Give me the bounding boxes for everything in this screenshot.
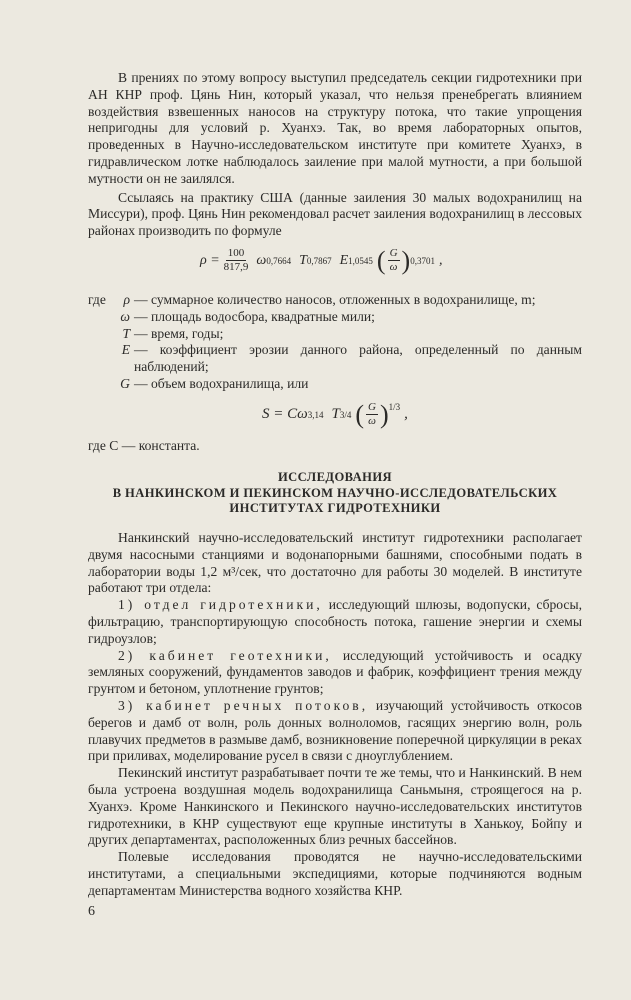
heading-line-1: ИССЛЕДОВАНИЯ	[277, 470, 393, 484]
definition-symbol: T	[122, 325, 130, 341]
definition-item	[88, 342, 582, 376]
body-paragraph-3: Полевые исследования проводятся не научно-исследовательскими институтами, а специальными экспедициями, которые подчиняются водным департаментам Министерства водного хозяйства КНР.	[88, 849, 582, 898]
intro-paragraph-1: В прениях по этому вопросу выступил председатель секции гидротехники при АН КНР проф. Цянь Нин, который указал, что нельзя пренебрегать влиянием воздействия взвешенных наносов на структуру потока, что такие упрощения непригодны для условий р. Хуанхэ. Так, во время лабораторных опытов, проведенных в Научно-исследовательском институте при комитете Хуанхэ, в гидравлическом лотке наблюдалось заиление при малой мутности, а при большой мутности он не заилялся.	[88, 70, 582, 186]
formula2-lhs: S = Cω	[262, 406, 308, 422]
definition-item	[88, 376, 582, 393]
definition-item	[88, 309, 582, 326]
heading-line-3: ИНСТИТУТАХ ГИДРОТЕХНИКИ	[229, 501, 441, 515]
list-item-1-label: 1) отдел гидротехники,	[118, 597, 323, 613]
list-item-3-text: изучающий устойчивость откосов берегов и дамб от волн, роль донных волноломов, гасящих энергию волн, роль плавучих предметов в размыве дамб, возникновение поперечной циркуляции в реках при приливах, моделирование русел в связи с дноуглублением.	[88, 697, 582, 764]
definition-text: — коэффициент эрозии данного района, определенный по данным наблюдений;	[134, 342, 582, 375]
intro-section	[88, 70, 582, 240]
formula1-E: E	[339, 252, 349, 268]
formula2-tail: ,	[404, 406, 408, 422]
formula2-inner-fraction	[366, 402, 378, 427]
formula2-inner-den: ω	[368, 415, 376, 427]
body-section	[88, 530, 582, 900]
formula1-inner-fraction	[388, 248, 400, 273]
definitions-lead: где	[88, 292, 106, 307]
formula2-paren-exp: 1/3	[388, 401, 401, 412]
body-paragraph-1: Нанкинский научно-исследовательский институт гидротехники располагает двумя насосными станциями и водонапорными башнями, способными подать в лаборатории воды 1,2 м³/сек, что достаточно для работы 30 моделей. В институте работают три отдела:	[88, 530, 582, 596]
formula2-paren-open: (	[355, 399, 364, 429]
page-number: 6	[88, 904, 95, 919]
formula1-paren-close: )	[401, 245, 411, 275]
heading-line-2: В НАНКИНСКОМ И ПЕКИНСКОМ НАУЧНО-ИССЛЕДОВАТЕЛЬСКИХ	[112, 485, 558, 500]
formula1-paren-open: (	[376, 245, 386, 275]
formula2-T-exp: 3/4	[339, 409, 352, 420]
definitions-list	[88, 292, 582, 393]
formula1-inner-den: ω	[389, 261, 398, 273]
definition-symbol: G	[120, 375, 130, 391]
constant-note: где C — константа.	[88, 438, 200, 453]
formula1-inner-num: G	[389, 247, 398, 259]
formula1-tail: ,	[438, 252, 443, 268]
formula-simplified	[262, 399, 408, 429]
list-item-2-label: 2) кабинет геотехники,	[118, 647, 332, 663]
list-item-3	[88, 698, 582, 765]
definition-text: — суммарное количество наносов, отложенных в водохранилище, m;	[134, 292, 536, 307]
formula1-fraction-den: 817,9	[223, 261, 249, 273]
formula1-T: T	[299, 252, 307, 268]
definition-item	[88, 292, 582, 309]
formula1-omega-exp: 0,7664	[266, 255, 292, 266]
list-item-1	[88, 597, 582, 647]
formula2-T: T	[331, 406, 340, 422]
definition-symbol: E	[121, 342, 130, 358]
formula1-T-exp: 0,7867	[306, 255, 332, 266]
definition-symbol: ω	[120, 308, 130, 324]
definition-symbol: ρ	[123, 292, 130, 307]
formula1-fraction	[222, 248, 251, 273]
definition-text: — площадь водосбора, квадратные мили;	[134, 308, 375, 324]
formula1-omega: ω	[256, 252, 267, 268]
formula1-fraction-num: 100	[227, 247, 245, 259]
intro-paragraph-2: Ссылаясь на практику США (данные заиления 30 малых водохранилищ на Миссури), проф. Цянь Нин рекомендовал расчет заиления водохранилищ в лессовых районах производить по формуле	[88, 189, 582, 239]
definition-text: — время, годы;	[134, 325, 224, 341]
formula2-paren-close: )	[379, 399, 389, 429]
list-item-3-label: 3) кабинет речных потоков,	[118, 697, 369, 713]
formula1-lhs: ρ =	[200, 252, 220, 268]
definition-text: — объем водохранилища, или	[134, 375, 309, 391]
list-item-1-text: исследующий шлюзы, водопуски, сбросы, фильтрацию, транспортирующую способность потока, гашение энергии и схемы гидроузлов;	[88, 597, 582, 646]
formula1-paren-exp: 0,3701	[410, 255, 435, 266]
definition-item	[88, 326, 582, 343]
section-heading	[88, 470, 582, 517]
formula2-omega-exp: 3,14	[307, 409, 324, 420]
list-item-2	[88, 648, 582, 698]
body-paragraph-2: Пекинский институт разрабатывает почти те же темы, что и Нанкинский. В нем была устроена воздушная модель водохранилища Саньмыня, строящегося на р. Хуанхэ. Кроме Нанкинского и Пекинского научно-исследовательских институтов гидротехники, в КНР существуют еще крупные институты в Ханькоу, Бойпу и других департаментах, расположенных близ речных бассейнов.	[88, 765, 582, 848]
list-item-2-text: исследующий устойчивость и осадку земляных сооружений, фундаментов заводов и фабрик, коэффициент трения между грунтом и бетоном, уплотнение грунтов;	[88, 647, 582, 697]
formula1-E-exp: 1,0545	[348, 255, 373, 266]
formula-siltation	[200, 245, 443, 275]
formula2-inner-num: G	[368, 401, 376, 413]
